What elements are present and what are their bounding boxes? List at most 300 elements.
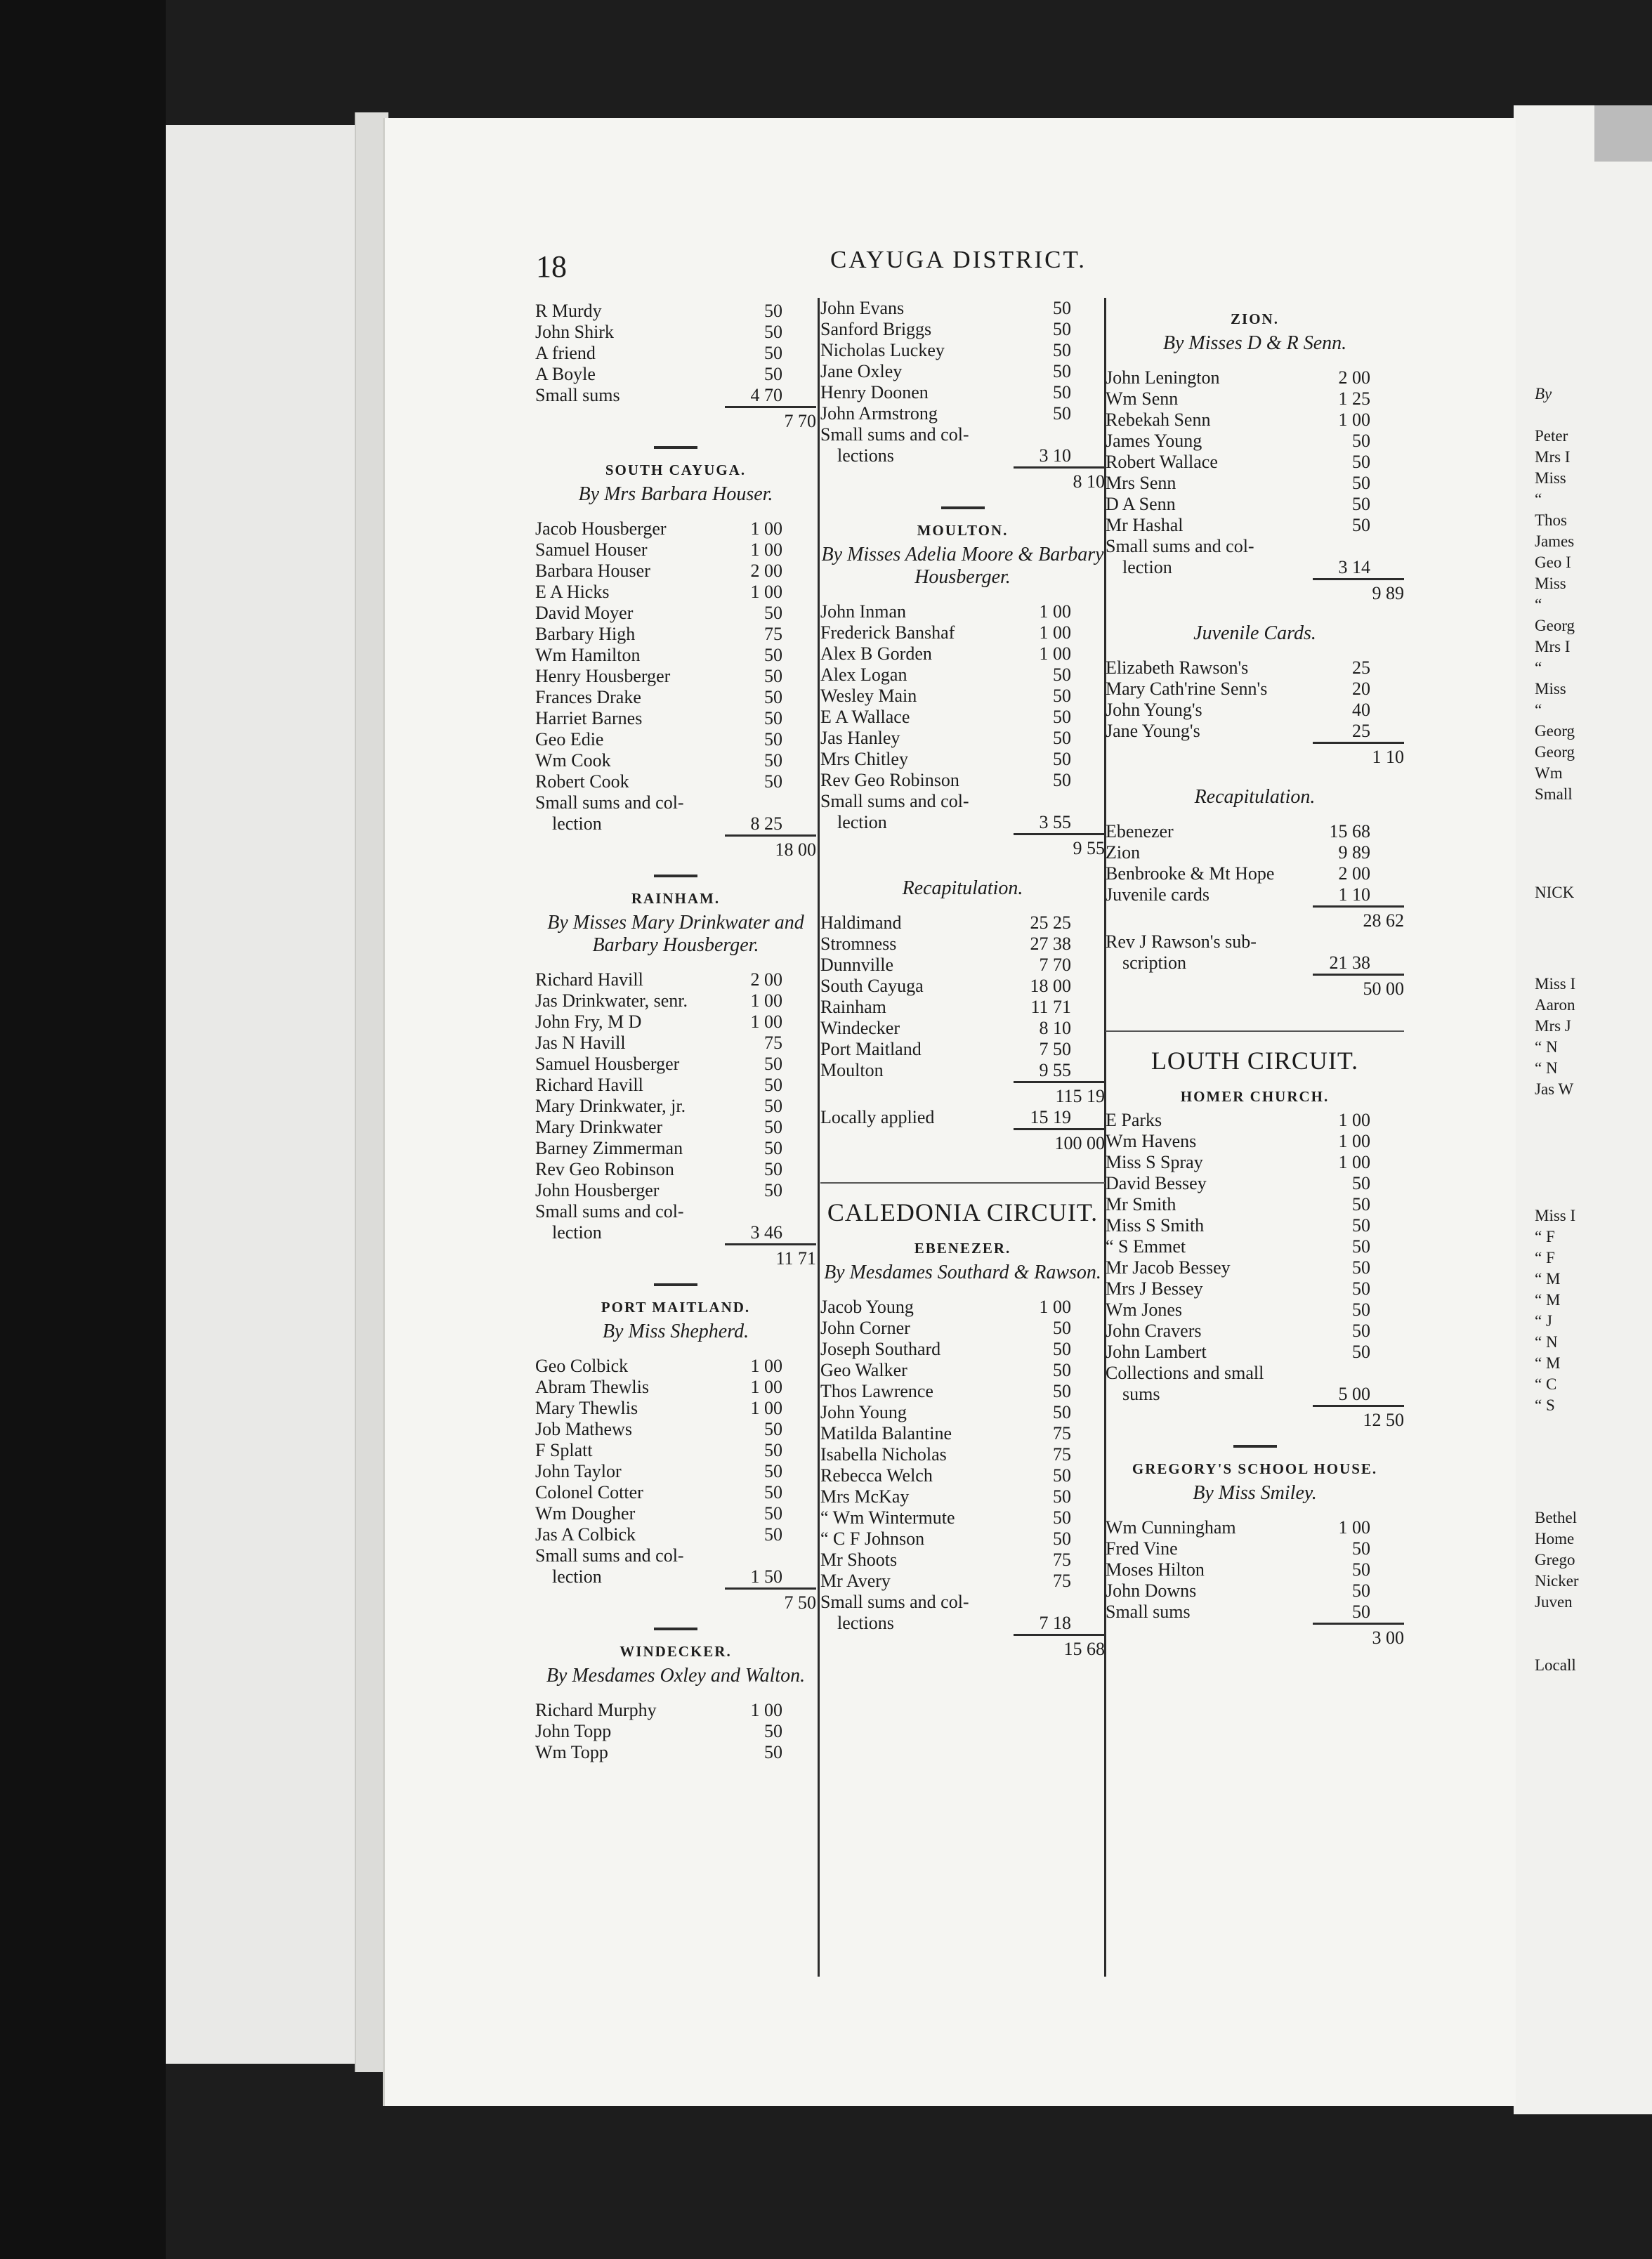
entry-amount: 50: [1352, 1257, 1370, 1278]
entry-amount: 50: [1053, 1507, 1071, 1528]
rev-subscription-label-cont: scription: [1122, 952, 1186, 973]
entry-name: Harriet Barnes: [535, 708, 643, 728]
recap-title: Recapitulation.: [1194, 786, 1316, 808]
ledger-row: [1106, 1215, 1404, 1236]
entry-name: Small sums: [535, 385, 620, 405]
facing-page-text: Aaron: [1535, 996, 1575, 1014]
entry-amount: 50: [764, 1159, 782, 1179]
entry-name: Mr Smith: [1106, 1194, 1176, 1214]
entry-amount: 2 00: [1338, 863, 1370, 884]
section-title-gregory: GREGORY'S SCHOOL HOUSE.: [1132, 1460, 1378, 1477]
entry-amount: 25: [1352, 657, 1370, 678]
entry-name: “ C F Johnson: [820, 1528, 925, 1549]
entry-name: James Young: [1106, 431, 1202, 451]
ledger-row: [535, 708, 816, 729]
facing-page-text: “ C: [1535, 1375, 1557, 1393]
ledger-row: [1106, 452, 1404, 473]
ledger-row: [820, 601, 1105, 622]
facing-page-text: Thos: [1535, 511, 1567, 529]
entry-name: Barbara Houser: [535, 561, 650, 581]
entry-name: Alex B Gorden: [820, 643, 932, 664]
entry-name: Benbrooke & Mt Hope: [1106, 863, 1275, 884]
entry-name: John Armstrong: [820, 403, 938, 424]
entry-name: Small sums and col-: [535, 792, 684, 813]
col1-top-list: [535, 301, 816, 406]
entry-name: Ebenezer: [1106, 821, 1174, 842]
ledger-row: [820, 1018, 1105, 1039]
section-byline: By Misses Adelia Moore & Barbary Housberger.: [821, 544, 1104, 588]
ledger-row: [535, 343, 816, 364]
entry-amount: 50: [1352, 1538, 1370, 1559]
entry-name: A friend: [535, 343, 596, 363]
entry-amount: 1 00: [750, 1398, 782, 1418]
entry-name: Fred Vine: [1106, 1538, 1178, 1559]
ledger-row: [820, 1423, 1105, 1444]
ledger-row: [820, 1039, 1105, 1060]
entry-name: Miss S Spray: [1106, 1152, 1203, 1172]
section-byline: By Misses D & R Senn.: [1162, 332, 1347, 354]
entry-name: Rev Geo Robinson: [820, 770, 959, 790]
entry-name: John Lambert: [1106, 1342, 1207, 1362]
rainham-list: [535, 969, 816, 1243]
entry-name: John Housberger: [535, 1180, 660, 1200]
ledger-row: [820, 340, 1105, 361]
rev-subscription-value: 21 38: [1329, 952, 1370, 973]
entry-name: Small sums and col-: [820, 1592, 969, 1612]
ledger-row: [1106, 1538, 1404, 1559]
entry-name: John Lenington: [1106, 367, 1220, 388]
ledger-row: [535, 1033, 816, 1054]
entry-amount: 50: [1352, 1602, 1370, 1622]
entry-amount: 7 50: [1039, 1039, 1071, 1059]
entry-name: Geo Walker: [820, 1360, 907, 1380]
section-title-zion: ZION.: [1231, 310, 1279, 327]
ledger-row: [1106, 1384, 1404, 1405]
facing-page-text: “ M: [1535, 1354, 1561, 1372]
entry-amount: 11 71: [1030, 997, 1071, 1017]
entry-amount: 50: [1053, 664, 1071, 685]
entry-amount: 5 00: [1338, 1384, 1370, 1404]
entry-name: John Downs: [1106, 1580, 1197, 1601]
ledger-row: [820, 445, 1105, 466]
ledger-row: [535, 1742, 816, 1763]
locally-applied-label: Locally applied: [820, 1107, 935, 1127]
entry-amount: 50: [1053, 1465, 1071, 1486]
ledger-row: [820, 1402, 1105, 1423]
ledger-row: [535, 1201, 816, 1222]
entry-name: Richard Havill: [535, 969, 643, 990]
entry-name: Zion: [1106, 842, 1141, 863]
ledger-row: [1106, 410, 1404, 431]
entry-name: Jas Drinkwater, senr.: [535, 990, 688, 1011]
south-cayuga-list: [535, 518, 816, 834]
recap-total: 100 00: [820, 1128, 1105, 1154]
entry-amount: 50: [764, 1419, 782, 1439]
entry-name: John Shirk: [535, 322, 614, 342]
entry-name: lections: [837, 1613, 894, 1633]
entry-name: Rainham: [820, 997, 886, 1017]
ledger-row: [1106, 1257, 1404, 1278]
ledger-row: [820, 1507, 1105, 1528]
facing-page-text: Grego: [1535, 1551, 1575, 1569]
recap-subtotal: 115 19: [820, 1081, 1105, 1107]
entry-name: Jacob Housberger: [535, 518, 667, 539]
ledger-row: [1106, 1342, 1404, 1363]
facing-page-text: Mrs I: [1535, 448, 1571, 466]
entry-name: Mary Drinkwater, jr.: [535, 1096, 686, 1116]
ledger-row: [820, 403, 1105, 424]
section-byline: By Mesdames Oxley and Walton.: [546, 1665, 806, 1687]
entry-name: Mary Drinkwater: [535, 1117, 663, 1137]
col2-top-list: [820, 298, 1105, 466]
entry-amount: 1 00: [1039, 622, 1071, 643]
ledger-row: [535, 364, 816, 385]
ledger-row: [820, 934, 1105, 955]
ledger-row: [535, 969, 816, 990]
section-title-caledonia: CALEDONIA CIRCUIT.: [827, 1198, 1099, 1226]
ledger-row: [1106, 1131, 1404, 1152]
entry-amount: 50: [1053, 382, 1071, 402]
homer-list: [1106, 1110, 1404, 1405]
facing-page-text: Peter: [1535, 427, 1568, 445]
facing-page-text: “: [1535, 490, 1542, 508]
ledger-row: [1106, 388, 1404, 410]
entry-name: John Topp: [535, 1721, 612, 1741]
entry-name: D A Senn: [1106, 494, 1176, 514]
entry-name: “ Wm Wintermute: [820, 1507, 955, 1528]
entry-amount: 75: [1053, 1444, 1071, 1465]
entry-amount: 50: [1053, 1339, 1071, 1359]
entry-name: Jacob Young: [820, 1297, 914, 1317]
entry-name: John Taylor: [535, 1461, 622, 1481]
facing-page-text: By: [1535, 385, 1552, 402]
entry-amount: 50: [1352, 1278, 1370, 1299]
entry-amount: 75: [764, 1033, 782, 1053]
ledger-row: [535, 385, 816, 406]
section-title-moulton: MOULTON.: [917, 522, 1009, 539]
ledger-row: [535, 1117, 816, 1138]
ledger-row: [535, 1440, 816, 1461]
ledger-row: [535, 1566, 816, 1587]
ledger-row: [820, 664, 1105, 686]
ledger-row: [820, 1465, 1105, 1486]
entry-amount: 50: [1053, 1318, 1071, 1338]
entry-amount: 1 25: [1338, 388, 1370, 409]
facing-page-text: Miss: [1535, 575, 1566, 592]
homer-total: 12 50: [1106, 1405, 1404, 1431]
section-byline: By Miss Shepherd.: [602, 1321, 749, 1342]
entry-name: Matilda Balantine: [820, 1423, 952, 1443]
ledger-row: [820, 686, 1105, 707]
entry-name: Frances Drake: [535, 687, 641, 707]
entry-amount: 3 14: [1338, 557, 1370, 577]
ledger-row: [535, 990, 816, 1011]
ledger-row: [820, 976, 1105, 997]
col3-recap-total: 50 00: [1106, 974, 1404, 1000]
entry-name: Robert Wallace: [1106, 452, 1218, 472]
entry-amount: 50: [1053, 403, 1071, 424]
section-byline: By Mesdames Southard & Rawson.: [824, 1262, 1101, 1283]
ledger-row: [1106, 721, 1404, 742]
entry-amount: 50: [764, 364, 782, 384]
entry-name: Alex Logan: [820, 664, 907, 685]
entry-amount: 50: [764, 729, 782, 749]
zion-total: 9 89: [1106, 578, 1404, 604]
entry-name: John Fry, M D: [535, 1011, 642, 1032]
ledger-row: [1106, 1236, 1404, 1257]
entry-name: Jas Hanley: [820, 728, 900, 748]
entry-name: Wm Cunningham: [1106, 1517, 1236, 1538]
entry-name: lection: [552, 813, 602, 834]
entry-amount: 50: [1352, 515, 1370, 535]
entry-amount: 50: [764, 1096, 782, 1116]
ledger-row: [1106, 557, 1404, 578]
entry-name: Windecker: [820, 1018, 900, 1038]
facing-page-text: “: [1535, 659, 1542, 676]
ledger-row: [535, 1222, 816, 1243]
entry-amount: 50: [764, 1180, 782, 1200]
ledger-row: [820, 955, 1105, 976]
entry-amount: 50: [1352, 452, 1370, 472]
ledger-row: [1106, 367, 1404, 388]
ebenezer-list: [820, 1297, 1105, 1634]
entry-name: John Cravers: [1106, 1321, 1202, 1341]
entry-amount: 1 00: [750, 1377, 782, 1397]
ledger-row: [535, 561, 816, 582]
zion-list: [1106, 367, 1404, 578]
page-title: CAYUGA DISTRICT.: [830, 246, 1087, 273]
rev-subscription-row-2: [1106, 952, 1404, 974]
ledger-row: [1106, 1110, 1404, 1131]
ledger-row: [535, 1180, 816, 1201]
facing-page-text: Small: [1535, 785, 1573, 803]
entry-name: Elizabeth Rawson's: [1106, 657, 1249, 678]
facing-page-text: Mrs J: [1535, 1017, 1571, 1035]
facing-page-text: “ N: [1535, 1059, 1558, 1077]
south-cayuga-total: 18 00: [535, 834, 816, 860]
entry-amount: 50: [1352, 1559, 1370, 1580]
entry-amount: 50: [764, 666, 782, 686]
entry-name: Mrs Senn: [1106, 473, 1176, 493]
section-title-louth: LOUTH CIRCUIT.: [1150, 1047, 1359, 1075]
ledger-row: [535, 1503, 816, 1524]
entry-name: Job Mathews: [535, 1419, 632, 1439]
ledger-row: [820, 424, 1105, 445]
entry-name: Mary Thewlis: [535, 1398, 638, 1418]
ledger-row: [535, 792, 816, 813]
ledger-row: [1106, 700, 1404, 721]
entry-name: Barney Zimmerman: [535, 1138, 683, 1158]
entry-amount: 50: [764, 301, 782, 321]
ledger-row: [1106, 842, 1404, 863]
entry-name: Geo Edie: [535, 729, 604, 749]
entry-name: John Inman: [820, 601, 907, 622]
windecker-list: [535, 1700, 816, 1763]
entry-name: Wm Cook: [535, 750, 611, 771]
entry-name: Haldimand: [820, 912, 902, 933]
locally-applied-row: [820, 1107, 1105, 1128]
page-number: 18: [536, 249, 567, 284]
facing-page-text: Wm: [1535, 764, 1563, 782]
entry-amount: 50: [1053, 770, 1071, 790]
entry-name: Small sums: [1106, 1602, 1191, 1622]
entry-amount: 50: [1352, 1215, 1370, 1236]
entry-amount: 50: [764, 1721, 782, 1741]
ledger-row: [820, 1571, 1105, 1592]
entry-name: A Boyle: [535, 364, 596, 384]
facing-page-text: Home: [1535, 1530, 1575, 1547]
facing-page-text: “ N: [1535, 1038, 1558, 1056]
entry-name: Mrs J Bessey: [1106, 1278, 1203, 1299]
ledger-row: [535, 582, 816, 603]
entry-name: Stromness: [820, 934, 897, 954]
entry-name: Samuel Houser: [535, 539, 648, 560]
entry-amount: 1 00: [1039, 643, 1071, 664]
entry-name: Small sums and col-: [535, 1545, 684, 1566]
entry-name: Wm Hamilton: [535, 645, 641, 665]
facing-page-text: Miss I: [1535, 975, 1576, 993]
ledger-row: [535, 1398, 816, 1419]
entry-amount: 25 25: [1030, 912, 1071, 933]
ledger-row: [820, 812, 1105, 833]
entry-name: Rebekah Senn: [1106, 410, 1211, 430]
facing-page-text: Geo I: [1535, 554, 1571, 571]
facing-page-text: “ S: [1535, 1396, 1555, 1414]
section-divider: [941, 506, 985, 509]
entry-name: E A Hicks: [535, 582, 610, 602]
ledger-row: [535, 518, 816, 539]
entry-amount: 9 55: [1039, 1060, 1071, 1080]
entry-amount: 1 00: [1039, 601, 1071, 622]
entry-amount: 50: [1352, 1321, 1370, 1341]
ledger-row: [820, 791, 1105, 812]
entry-amount: 50: [764, 1503, 782, 1524]
entry-amount: 50: [764, 322, 782, 342]
ledger-row: [1106, 863, 1404, 884]
ledger-row: [1106, 1321, 1404, 1342]
entry-amount: 50: [1053, 319, 1071, 339]
entry-name: Mary Cath'rine Senn's: [1106, 679, 1268, 699]
facing-page-text: “: [1535, 596, 1542, 613]
entry-amount: 1 00: [750, 582, 782, 602]
entry-name: John Young's: [1106, 700, 1202, 720]
entry-name: R Murdy: [535, 301, 602, 321]
entry-amount: 8 10: [1039, 1018, 1071, 1038]
entry-amount: 50: [1053, 340, 1071, 360]
section-title-south-cayuga: SOUTH CAYUGA.: [605, 461, 747, 478]
entry-name: lection: [552, 1566, 602, 1587]
moulton-list: [820, 601, 1105, 833]
entry-amount: 2 00: [750, 969, 782, 990]
ledger-row: [1106, 884, 1404, 905]
column-divider-1: [818, 298, 820, 1977]
ledger-row: [1106, 1299, 1404, 1321]
ledger-row: [535, 603, 816, 624]
section-divider: [654, 875, 697, 877]
col3-recap-list: [1106, 821, 1404, 905]
entry-amount: 3 46: [750, 1222, 782, 1243]
entry-name: Mr Hashal: [1106, 515, 1184, 535]
juvenile-title: Juvenile Cards.: [1193, 622, 1316, 644]
entry-amount: 50: [1352, 1299, 1370, 1320]
section-byline: By Miss Smiley.: [1193, 1482, 1317, 1504]
entry-amount: 1 00: [1338, 410, 1370, 430]
facing-page-text: “ F: [1535, 1228, 1555, 1245]
entry-name: Colonel Cotter: [535, 1482, 643, 1502]
entry-name: Thos Lawrence: [820, 1381, 933, 1401]
recap-title: Recapitulation.: [902, 877, 1023, 899]
ledger-row: [535, 1377, 816, 1398]
entry-name: Geo Colbick: [535, 1356, 629, 1376]
ledger-row: [820, 770, 1105, 791]
entry-name: David Bessey: [1106, 1173, 1207, 1193]
ledger-row: [820, 361, 1105, 382]
entry-name: Dunnville: [820, 955, 893, 975]
entry-name: Moulton: [820, 1060, 884, 1080]
page-stack-back: [166, 125, 369, 2064]
section-subtitle-homer: HOMER CHURCH.: [1180, 1088, 1330, 1105]
facing-page-text: Miss: [1535, 680, 1566, 698]
ledger-row: [1106, 494, 1404, 515]
entry-amount: 50: [1053, 728, 1071, 748]
facing-page-text: NICK: [1535, 884, 1575, 901]
entry-name: Mr Shoots: [820, 1550, 898, 1570]
facing-page-text: “ N: [1535, 1333, 1558, 1351]
entry-name: lection: [837, 812, 887, 832]
facing-page-fragment: [1514, 105, 1652, 2114]
entry-name: Jane Oxley: [820, 361, 903, 381]
entry-amount: 50: [1053, 1486, 1071, 1507]
ledger-row: [535, 1138, 816, 1159]
entry-amount: 75: [764, 624, 782, 644]
entry-amount: 1 00: [750, 539, 782, 560]
entry-amount: 50: [764, 645, 782, 665]
ledger-row: [820, 1528, 1105, 1550]
ledger-row: [535, 1700, 816, 1721]
entry-name: Richard Murphy: [535, 1700, 657, 1720]
entry-name: Jas N Havill: [535, 1033, 626, 1053]
entry-amount: 18 00: [1030, 976, 1071, 996]
recap-list: [820, 912, 1105, 1081]
entry-amount: 50: [1053, 1402, 1071, 1422]
column-2: [820, 298, 1105, 1660]
entry-name: Robert Cook: [535, 771, 629, 792]
facing-page-text: Juven: [1535, 1593, 1573, 1611]
entry-amount: 3 10: [1039, 445, 1071, 466]
entry-amount: 3 55: [1039, 812, 1071, 832]
entry-name: Small sums and col-: [1106, 536, 1254, 556]
ledger-row: [820, 1360, 1105, 1381]
facing-page-edge: [1594, 105, 1652, 162]
entry-name: Barbary High: [535, 624, 636, 644]
ledger-row: [1106, 657, 1404, 679]
ledger-row: [820, 707, 1105, 728]
ledger-row: [820, 298, 1105, 319]
col2-top-total: 8 10: [820, 466, 1105, 492]
entry-name: Moses Hilton: [1106, 1559, 1205, 1580]
entry-amount: 50: [764, 1075, 782, 1095]
entry-name: Mrs McKay: [820, 1486, 910, 1507]
entry-name: lection: [552, 1222, 602, 1243]
entry-name: John Corner: [820, 1318, 910, 1338]
facing-page-text: “: [1535, 701, 1542, 719]
entry-amount: 50: [1053, 707, 1071, 727]
section-byline: By Mrs Barbara Houser.: [578, 483, 773, 505]
facing-page-text: Miss I: [1535, 1207, 1576, 1224]
entry-name: South Cayuga: [820, 976, 924, 996]
entry-amount: 7 70: [1039, 955, 1071, 975]
entry-name: Mr Avery: [820, 1571, 891, 1591]
